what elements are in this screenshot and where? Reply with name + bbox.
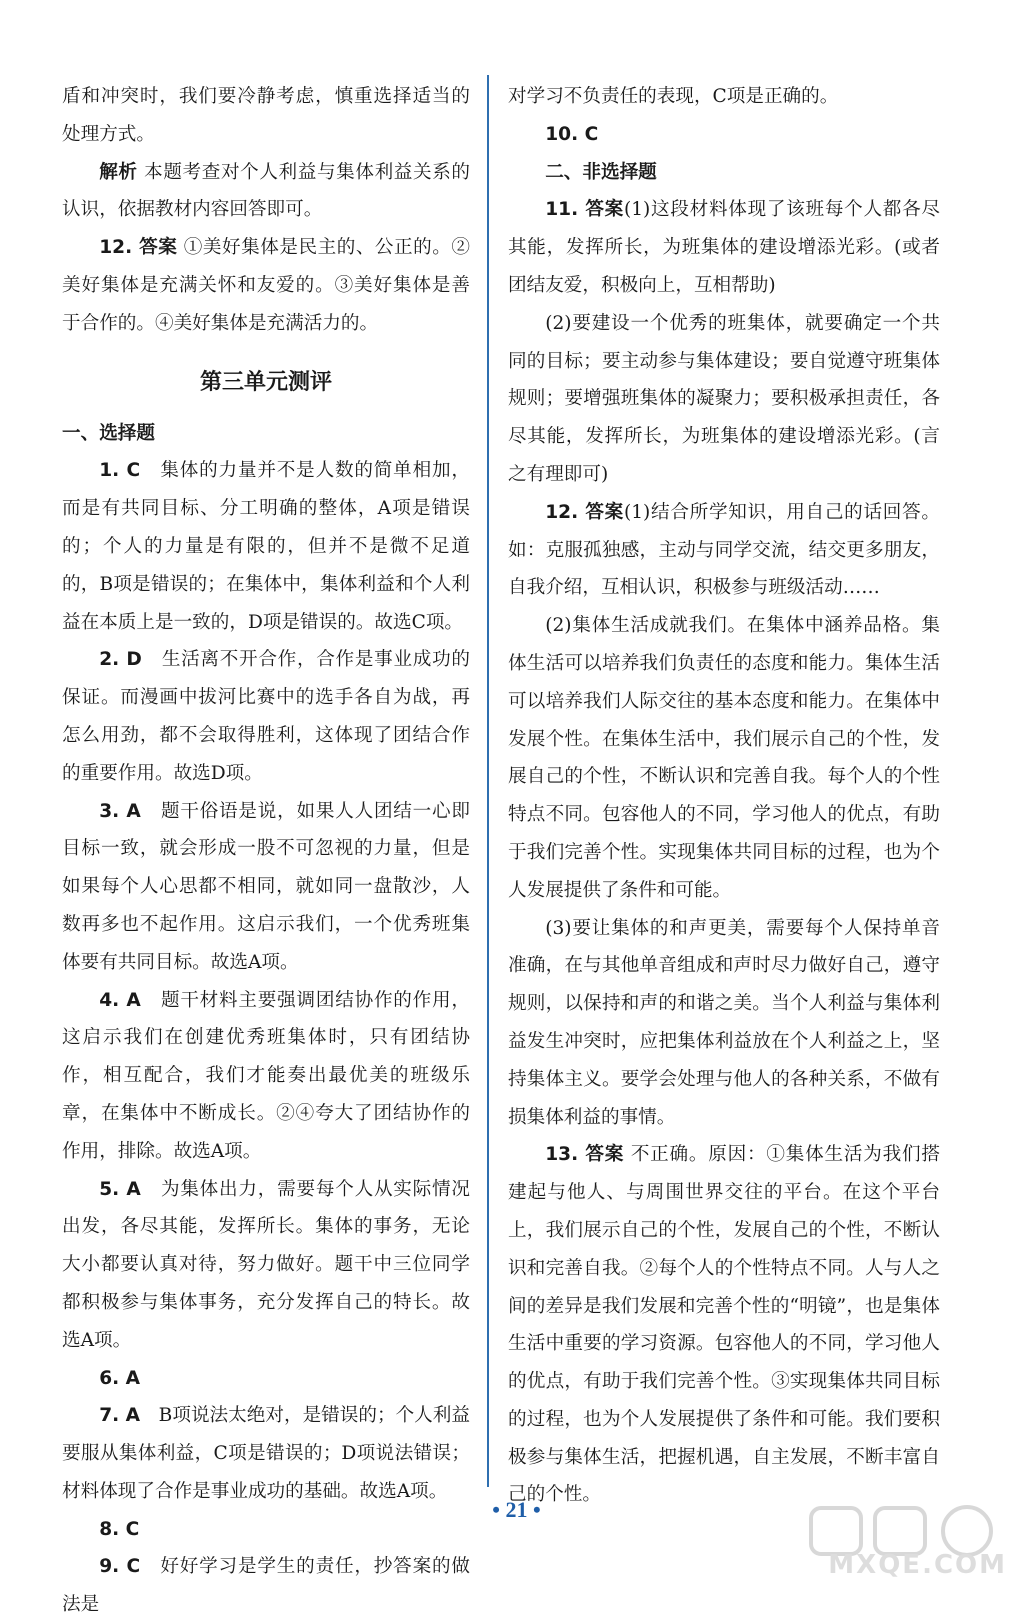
item-text: 生活离不开合作，合作是事业成功的保证。而漫画中拔河比赛中的选手各自为战，再怎么用劲，都不会取得胜利，这体现了团结合作的重要作用。故选D项。 [62, 649, 470, 784]
answer-12-label: 12. 答案 [545, 501, 624, 523]
answer-13-paragraph [508, 1136, 940, 1514]
item-text: 题干俗语是说，如果人人团结一心即目标一致，就会形成一股不可忽视的力量，但是如果每个人心思都不相同，就如同一盘散沙，人数再多也不起作用。这启示我们，一个优秀班集体要有共同目标。故选A项。 [62, 800, 470, 973]
item-text: 为集体出力，需要每个人从实际情况出发，各尽其能，发挥所长。集体的事务，无论大小都要认真对待，努力做好。题干中三位同学都积极参与集体事务，充分发挥自己的特长。故选A项。 [62, 1178, 470, 1351]
page-number: • 21 • [492, 1497, 541, 1522]
section-heading-nonchoice: 二、非选择题 [545, 161, 657, 183]
item-number: 4. A [99, 989, 141, 1011]
section-heading-choice: 一、选择题 [62, 422, 155, 444]
answer-13-text: 不正确。原因：①集体生活为我们搭建起与他人、与周围世界交往的平台。在这个平台上，我们展示自己的个性，发展自己的个性，不断认识和完善自我。②每个人的个性特点不同。人与人之间的差异是我们发展和完善个性的“明镜”，也是集体生活中重要的学习资源。包容他人的不同，学习他人的优点，有助于我们完善个性。③实现集体共同目标的过程，也为个人发展提供了条件和可能。我们要积极参与集体生活，把握机遇，自主发展，不断丰富自己的个性。 [508, 1144, 940, 1506]
answer-12-text: ①美好集体是民主的、公正的。②美好集体是充满关怀和友爱的。③美好集体是善于合作的。④美好集体是充满活力的。 [62, 237, 470, 334]
column-divider [487, 75, 489, 1487]
analysis-label: 解析 [99, 161, 138, 183]
right-column [508, 78, 940, 1514]
item-text: 题干材料主要强调团结协作的作用，这启示我们在创建优秀班集体时，只有团结协作，相互配合，我们才能奏出最优美的班级乐章，在集体中不断成长。②④夸大了团结协作的作用，排除。故选A项。 [62, 989, 470, 1162]
item-number: 3. A [99, 800, 141, 822]
answer-11-label: 11. 答案 [545, 199, 624, 221]
answer-12-text: (1)结合所学知识，用自己的话回答。如：克服孤独感，主动与同学交流，结交更多朋友，自我介绍，互相认识，积极参与班级活动…… [508, 501, 940, 599]
list-item [62, 1397, 470, 1510]
answer-12-part3: (3)要让集体的和声更美，需要每个人保持单音准确，在与其他单音组成和声时尽力做好自己，遵守规则，以保持和声的和谐之美。当个人利益与集体利益发生冲突时，应把集体利益放在个人利益之上，坚持集体主义。要学会处理与他人的各种关系，不做有损集体利益的事情。 [508, 917, 940, 1128]
answer-12-paragraph [508, 494, 940, 607]
list-item [62, 452, 470, 641]
answer-10: 10. C [545, 123, 599, 145]
item-number: 9. C [99, 1556, 141, 1578]
item-number: 2. D [99, 649, 142, 671]
list-item [62, 1171, 470, 1360]
answer-11-text: (1)这段材料体现了该班每个人都各尽其能，发挥所长，为班集体的建设增添光彩。(或者团结友爱，积极向上，互相帮助) [508, 199, 940, 296]
watermark-logo [803, 1502, 1013, 1582]
answer-12-part2: (2)集体生活成就我们。在集体中涵养品格。集体生活可以培养我们负责任的态度和能力。集体生活可以培养我们人际交往的基本态度和能力。在集体中发展个性。在集体生活中，我们展示自己的个性，发展自己的个性，不断认识和完善自我。每个人的个性特点不同。包容他人的不同，学习他人的优点，有助于我们完善个性。实现集体共同目标的过程，也为个人发展提供了条件和可能。 [508, 615, 940, 901]
item-text: 集体的力量并不是人数的简单相加，而是有共同目标、分工明确的整体，A项是错误的；个人的力量是有限的，但并不是微不足道的，B项是错误的；在集体中，集体利益和个人利益在本质上是一致的，D项是错误的。故选C项。 [62, 460, 470, 633]
list-item [62, 641, 470, 792]
item-number: 8. C [99, 1518, 140, 1540]
item-number: 5. A [99, 1178, 141, 1200]
answer-13-label: 13. 答案 [545, 1144, 625, 1166]
list-item [62, 1360, 470, 1398]
answer-12-paragraph [62, 229, 470, 342]
list-item [62, 793, 470, 982]
analysis-text: 本题考查对个人利益与集体利益关系的认识，依据教材内容回答即可。 [62, 161, 470, 221]
left-column [62, 78, 470, 1624]
answer-11-part2: (2)要建设一个优秀的班集体，就要确定一个共同的目标；要主动参与集体建设；要自觉遵守班集体规则；要增强班集体的凝聚力；要积极承担责任，各尽其能，发挥所长，为班集体的建设增添光彩。(言之有理即可) [508, 312, 940, 485]
list-item [62, 1548, 470, 1624]
answer-12-label: 12. 答案 [99, 237, 178, 259]
item-text: 好好学习是学生的责任，抄答案的做法是 [62, 1556, 470, 1616]
analysis-paragraph [62, 154, 470, 230]
item-number: 7. A [99, 1405, 141, 1427]
item-number: 6. A [99, 1367, 141, 1389]
answer-11-paragraph [508, 191, 940, 304]
unit-title: 第三单元测评 [199, 369, 332, 395]
item-text: B项说法太绝对，是错误的；个人利益要服从集体利益，C项是错误的；D项说法错误；材料体现了合作是事业成功的基础。故选A项。 [62, 1405, 470, 1502]
paragraph-continued: 盾和冲突时，我们要冷静考虑，慎重选择适当的处理方式。 [62, 86, 470, 145]
list-item [62, 982, 470, 1171]
paragraph-continued: 对学习不负责任的表现，C项是正确的。 [508, 86, 839, 107]
watermark-text: MXQE.COM [828, 1550, 1007, 1580]
item-number: 1. C [99, 460, 141, 482]
